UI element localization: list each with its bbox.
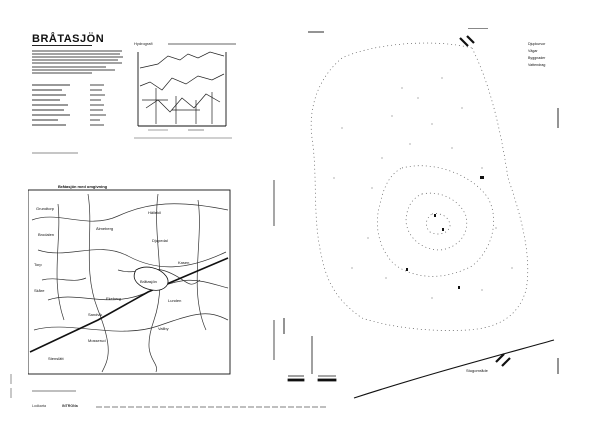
lake-map-svg [282, 28, 582, 400]
region-map-title: Bråtasjön med omgivning [58, 184, 108, 189]
legend-item: Vattendrag [528, 63, 546, 67]
place-label: Skåre [34, 288, 45, 293]
intro-text-lines [32, 49, 124, 75]
place-label: Vallby [158, 326, 169, 331]
place-label: Brodalen [38, 232, 55, 237]
region-map-panel [28, 180, 232, 376]
legend-item: Byggnader [528, 56, 546, 60]
region-map-caption [32, 380, 112, 398]
lake-map-road [354, 340, 554, 398]
title-underline [32, 45, 92, 46]
hydrography-chart-svg [128, 38, 238, 142]
stugomrade-label: Stugområde [466, 368, 488, 373]
place-label: Sandvik [88, 312, 103, 317]
place-label: Bråtasjön [140, 279, 157, 284]
legend-item: Djupkurvor [528, 42, 546, 46]
hydrography-chart-panel [128, 38, 238, 142]
chart-axes [138, 52, 226, 126]
place-label: Älmeberg [96, 226, 114, 231]
lake-map-corner-marks [284, 28, 558, 374]
page-title: BRÅTASJÖN [32, 33, 105, 45]
depth-soundings [334, 78, 513, 299]
credit-name: INTRONa [62, 404, 78, 408]
stats-table [32, 82, 116, 139]
building-symbol [460, 36, 474, 46]
place-label: Djupedal [152, 238, 168, 243]
fold-marks [262, 30, 282, 400]
footer-fineprint [96, 404, 336, 410]
region-map-roads [32, 194, 228, 372]
chart-curves [140, 52, 224, 124]
stats-rows [32, 82, 116, 134]
stats-footnote [32, 142, 82, 160]
place-label: Torp [34, 262, 42, 267]
scale-bar [288, 336, 336, 381]
legend-item: Vägar [528, 49, 538, 53]
place-label: Lunden [168, 298, 182, 303]
credit-label: Lodkarta [32, 404, 46, 408]
lake-map-legend [528, 42, 546, 67]
chart-ticks [134, 130, 232, 138]
hydrography-label: Hydrografi [134, 41, 153, 46]
region-map-svg [28, 180, 232, 376]
place-label: Stenslätt [48, 356, 64, 361]
lake-map-panel [282, 28, 582, 400]
lake-shoreline [311, 43, 528, 330]
place-label: Kasen [178, 260, 190, 265]
place-label: Ekeberg [106, 296, 121, 301]
intro-text-block [32, 49, 124, 80]
place-label: Mosserud [88, 338, 106, 343]
vertical-margin-text [6, 372, 16, 412]
place-label: Hällekil [148, 210, 161, 215]
place-label: Grundtorp [36, 206, 55, 211]
